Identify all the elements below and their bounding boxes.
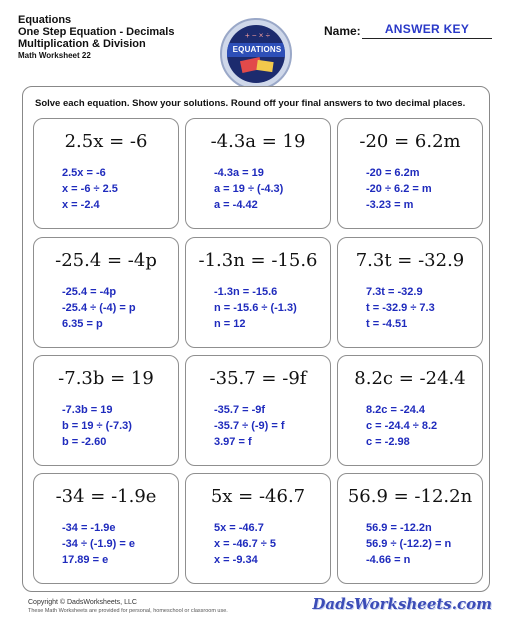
logo-symbols: + − × ÷ (245, 31, 271, 40)
solution-step: a = 19 ÷ (-4.3) (214, 183, 284, 195)
problem-card (185, 473, 331, 584)
equation: -25.4 = -4p (55, 250, 157, 271)
solution-steps (214, 520, 276, 568)
equation: -34 = -1.9e (55, 486, 157, 507)
problem-card (185, 355, 331, 466)
topic-title: Equations (18, 14, 72, 26)
solution-step: 2.5x = -6 (62, 167, 106, 179)
worksheet-number: Math Worksheet 22 (18, 51, 91, 60)
solution-step: t = -32.9 ÷ 7.3 (366, 302, 435, 314)
instructions: Solve each equation. Show your solutions. Round off your final answers to two decimal places. (35, 98, 466, 109)
solution-step: c = -24.4 ÷ 8.2 (366, 420, 438, 432)
solution-step: 7.3t = -32.9 (366, 286, 423, 298)
solution-step: -34 ÷ (-1.9) = e (62, 538, 135, 550)
footer (28, 598, 228, 615)
solution-steps (62, 165, 118, 213)
solution-step: 56.9 = -12.2n (366, 522, 432, 534)
worksheet-subtitle: One Step Equation - Decimals (18, 26, 175, 38)
equation: -1.3n = -15.6 (198, 250, 318, 271)
problem-card (185, 237, 331, 348)
equation: -35.7 = -9f (209, 368, 307, 389)
solution-step: -3.23 = m (366, 199, 414, 211)
solution-step: -34 = -1.9e (62, 522, 116, 534)
equation: 8.2c = -24.4 (354, 368, 466, 389)
solution-steps (366, 284, 435, 332)
solution-step: 3.97 = f (214, 436, 252, 448)
solution-step: -4.66 = n (366, 554, 411, 566)
solution-step: -20 ÷ 6.2 = m (366, 183, 432, 195)
equation: -4.3a = 19 (210, 131, 306, 152)
copyright: Copyright © DadsWorksheets, LLC (28, 599, 137, 606)
problem-card (33, 237, 179, 348)
equation: 2.5x = -6 (64, 131, 148, 152)
problem-card (337, 237, 483, 348)
solution-step: b = 19 ÷ (-7.3) (62, 420, 132, 432)
solution-step: a = -4.42 (214, 199, 258, 211)
problem-card (337, 355, 483, 466)
solution-steps (62, 520, 135, 568)
solution-step: 8.2c = -24.4 (366, 404, 426, 416)
solution-step: b = -2.60 (62, 436, 107, 448)
problem-card (33, 118, 179, 229)
solution-step: 5x = -46.7 (214, 522, 264, 534)
solution-step: t = -4.51 (366, 318, 408, 330)
solution-steps (62, 284, 136, 332)
solution-steps (214, 284, 297, 332)
solution-steps (366, 402, 437, 450)
problem-card (185, 118, 331, 229)
solution-steps (366, 520, 451, 568)
equation: -20 = 6.2m (359, 131, 461, 152)
logo-text: EQUATIONS (227, 43, 285, 57)
solution-step: -7.3b = 19 (62, 404, 113, 416)
solution-step: -35.7 = -9f (214, 404, 266, 416)
solution-step: n = 12 (214, 318, 246, 330)
worksheet-subtitle-2: Multiplication & Division (18, 38, 146, 50)
equation: -7.3b = 19 (58, 368, 154, 389)
problem-card (33, 473, 179, 584)
solution-step: -1.3n = -15.6 (214, 286, 278, 298)
name-line (362, 38, 492, 39)
name-label: Name: (324, 24, 361, 38)
brand-logo: DadsWorksheets.com (312, 595, 492, 613)
answer-key-label: ANSWER KEY (384, 22, 470, 36)
solution-step: c = -2.98 (366, 436, 410, 448)
problem-card (337, 473, 483, 584)
solution-step: n = -15.6 ÷ (-1.3) (214, 302, 297, 314)
problem-card (337, 118, 483, 229)
solution-step: 56.9 ÷ (-12.2) = n (366, 538, 452, 550)
logo-badge (227, 25, 285, 83)
solution-step: x = -2.4 (62, 199, 100, 211)
solution-step: -25.4 = -4p (62, 286, 117, 298)
problem-card (33, 355, 179, 466)
solution-step: x = -9.34 (214, 554, 258, 566)
solution-steps (214, 402, 285, 450)
book-icon-2 (256, 60, 273, 72)
usage-note: These Math Worksheets are provided for personal, homeschool or classroom use. (28, 608, 228, 614)
equation: 56.9 = -12.2n (347, 486, 473, 507)
solution-steps (366, 165, 432, 213)
solution-steps (62, 402, 132, 450)
equation: 5x = -46.7 (210, 486, 306, 507)
solution-step: 17.89 = e (62, 554, 109, 566)
problem-grid (33, 118, 481, 586)
solution-steps (214, 165, 283, 213)
solution-step: -35.7 ÷ (-9) = f (214, 420, 285, 432)
solution-step: -4.3a = 19 (214, 167, 264, 179)
solution-step: -25.4 ÷ (-4) = p (62, 302, 136, 314)
equations-logo (220, 18, 292, 90)
solution-step: x = -46.7 ÷ 5 (214, 538, 276, 550)
equation: 7.3t = -32.9 (355, 250, 465, 271)
solution-step: x = -6 ÷ 2.5 (62, 183, 118, 195)
solution-step: 6.35 = p (62, 318, 103, 330)
solution-step: -20 = 6.2m (366, 167, 420, 179)
worksheet-header (18, 14, 174, 62)
